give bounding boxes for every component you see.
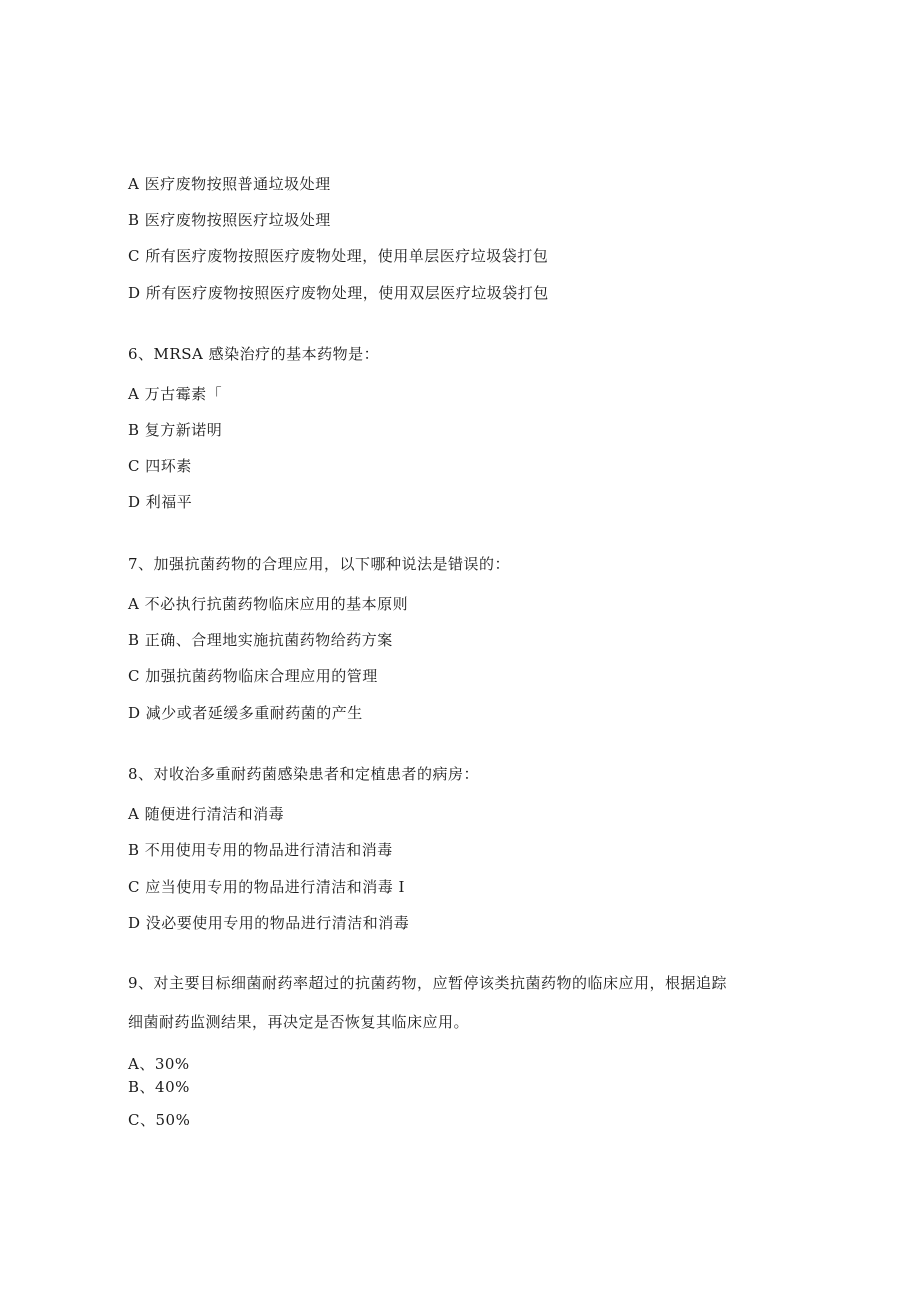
q7-option-d: D 减少或者延缓多重耐药菌的产生 (128, 704, 363, 722)
q9-stem-line-2: 细菌耐药监测结果，再决定是否恢复其临床应用。 (128, 1013, 470, 1031)
q8-option-a: A 随便进行清洁和消毒 (128, 805, 285, 823)
q8-stem: 8、对收治多重耐药菌感染患者和定植患者的病房： (128, 765, 480, 783)
q6-option-a: A 万古霉素「 (128, 385, 223, 403)
q5-option-d: D 所有医疗废物按照医疗废物处理，使用双层医疗垃圾袋打包 (128, 284, 549, 302)
q5-option-c: C 所有医疗废物按照医疗废物处理，使用单层医疗垃圾袋打包 (128, 247, 549, 265)
q8-option-c: C 应当使用专用的物品进行清洁和消毒 I (128, 878, 405, 896)
q5-option-a: A 医疗废物按照普通垃圾处理 (128, 175, 331, 193)
q6-option-d: D 利福平 (128, 493, 193, 511)
q7-option-a: A 不必执行抗菌药物临床应用的基本原则 (128, 595, 409, 613)
q6-option-c: C 四环素 (128, 457, 192, 475)
q6-stem: 6、MRSA 感染治疗的基本药物是： (128, 345, 380, 363)
q9-option-a: A、30% (128, 1055, 190, 1073)
q7-option-c: C 加强抗菌药物临床合理应用的管理 (128, 667, 378, 685)
q7-stem: 7、加强抗菌药物的合理应用，以下哪种说法是错误的： (128, 555, 511, 573)
q9-option-c: C、50% (128, 1111, 191, 1129)
q9-option-b: B、40% (128, 1078, 190, 1096)
q7-option-b: B 正确、合理地实施抗菌药物给药方案 (128, 631, 393, 649)
q6-option-b: B 复方新诺明 (128, 421, 223, 439)
q8-option-d: D 没必要使用专用的物品进行清洁和消毒 (128, 914, 410, 932)
q5-option-b: B 医疗废物按照医疗垃圾处理 (128, 211, 331, 229)
q9-stem-line-1: 9、对主要目标细菌耐药率超过的抗菌药物，应暂停该类抗菌药物的临床应用，根据追踪 (128, 974, 728, 992)
q8-option-b: B 不用使用专用的物品进行清洁和消毒 (128, 841, 393, 859)
